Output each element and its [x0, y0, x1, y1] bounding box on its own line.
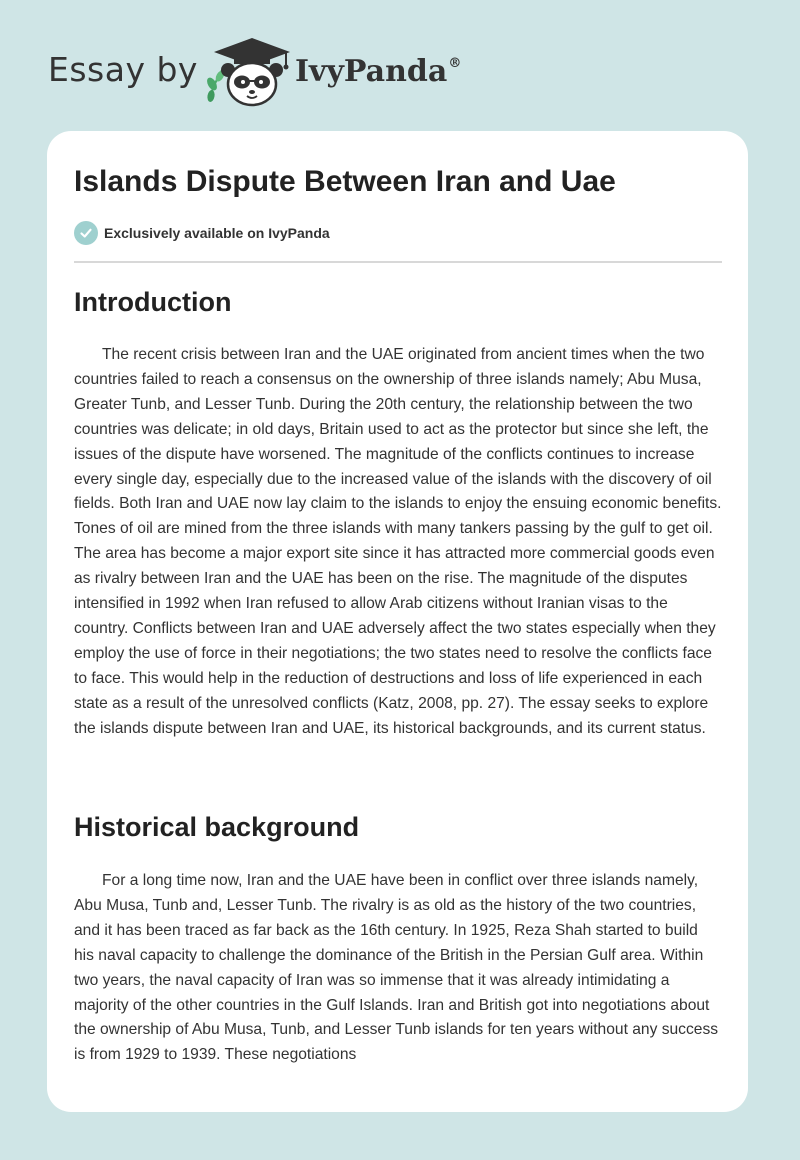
page-title: Islands Dispute Between Iran and Uae — [74, 165, 616, 198]
section-heading-historical-background: Historical background — [74, 812, 360, 842]
section-heading-introduction: Introduction — [74, 287, 232, 317]
essay-by-label: Essay by — [48, 50, 198, 89]
section-paragraph-introduction: The recent crisis between Iran and the UAE originated from ancient times when the two countries failed to reach a consensus on the ownership of three islands namely; Abu Musa, Greater Tunb, and Lesser Tunb. During the 20th century, the relationship between the two countries was delicate; in old days, Britain used to act as the protector but since she left, the issues of the dispute have worsened. The magnitude of the conflicts continues to increase every single day, especially due to the increased value of the islands with the discovery of oil fields. Both Iran and UAE now lay claim to the islands to enjoy the ensuing economic benefits. Tones of oil are mined from the three islands with many tankers passing by the gulf to get oil. The area has become a major export site since it has attracted more commercial goods even as rivalry between Iran and the UAE has been on the rise. The magnitude of the disputes intensified in 1992 when Iran refused to allow Arab citizens without Iranian visas to the country. Conflicts between Iran and UAE adversely affect the two states especially when they employ the use of force in their negotiations; the two states need to resolve the conflicts face to face. This would help in the reduction of destructions and loss of life experienced in each state as a result of the unresolved conflicts (Katz, 2008, pp. 27). The essay seeks to explore the islands dispute between Iran and UAE, its historical backgrounds, and its current status. — [74, 346, 722, 737]
divider — [74, 261, 722, 263]
brand-name[interactable]: IvyPanda® — [295, 54, 462, 89]
panda-graduate-icon[interactable] — [200, 36, 296, 108]
essay-card — [47, 131, 748, 1112]
site-header — [0, 0, 800, 130]
checkmark-icon — [74, 221, 98, 245]
exclusive-badge-label: Exclusively available on IvyPanda — [104, 225, 330, 241]
exclusive-badge — [74, 221, 330, 245]
section-paragraph-historical-background: For a long time now, Iran and the UAE have been in conflict over three islands namely, Abu Musa, Tunb and, Lesser Tunb. The rivalry is as old as the history of the two countries, and it has been traced as far back as the 16th century. In 1925, Reza Shah started to build his naval capacity to challenge the dominance of the British in the Persian Gulf area. Within two years, the naval capacity of Iran was so immense that it was already intimidating a majority of the other countries in the Gulf Islands. Iran and British got into negotiations about the ownership of Abu Musa, Tunb, and Lesser Tunb islands for ten years without any success is from 1929 to 1939. These negotiations — [74, 872, 719, 1064]
registered-mark: ® — [448, 56, 462, 71]
